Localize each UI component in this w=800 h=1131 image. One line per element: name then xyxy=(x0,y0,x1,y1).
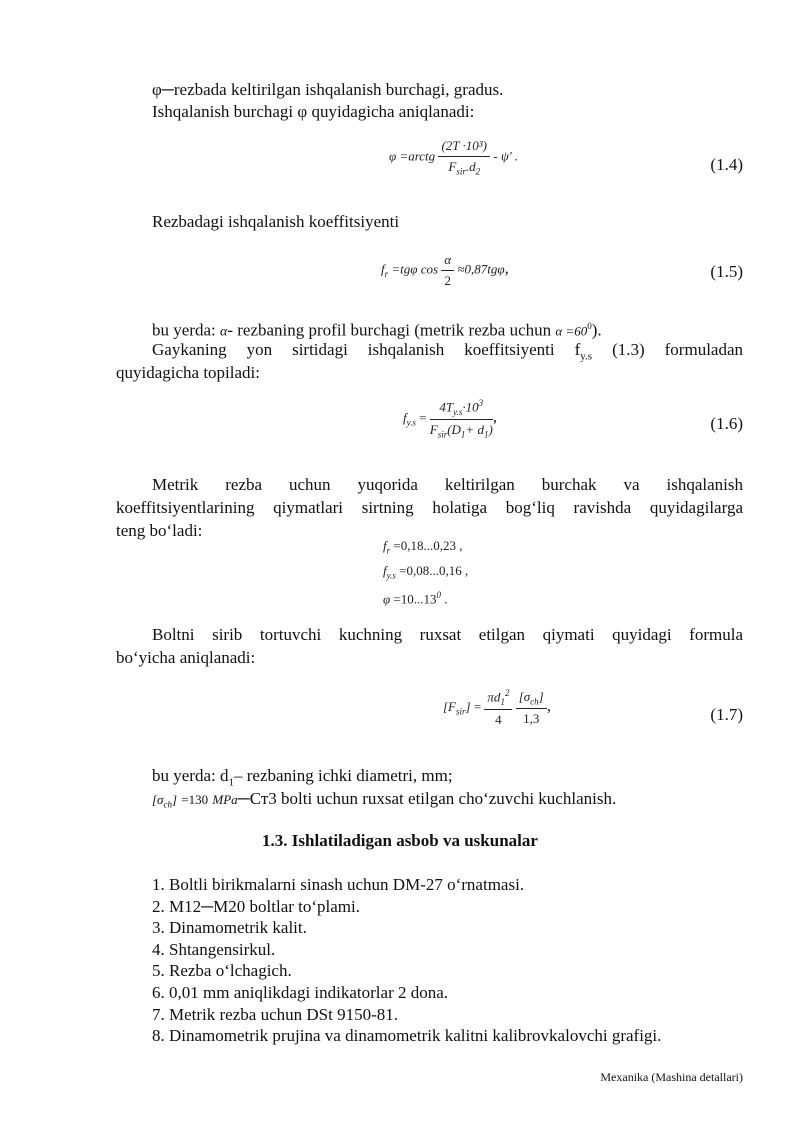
paragraph-allowed-force-l1: Boltni sirib tortuvchi kuchning ruxsat etilgan qiymati quyidagi formula xyxy=(152,625,743,644)
list-item: 3. Dinamometrik kalit. xyxy=(152,918,307,938)
list-item: 5. Rezba o‘lchagich. xyxy=(152,961,292,981)
eq14-lhs: φ =arctg xyxy=(389,148,436,164)
list-item: 2. M12─M20 boltlar to‘plami. xyxy=(152,896,361,916)
paragraph-alpha-definition: bu yerda: α- rezbaning profil burchagi (metrik rezba uchun $\alpha =60^0$). xyxy=(152,320,602,340)
value-fr: $f_r =0,18...0,23$ , xyxy=(383,538,463,556)
paragraph-phi-definition: φ─rezbada keltirilgan ishqalanish burchagi, gradus. xyxy=(152,80,504,99)
equation-1-6: $f_{y.s}$ = $\frac{4T_{y.s}\cdot 10^3}{F_{sir}(D_1+ d_1)}$ , xyxy=(403,398,498,440)
eq15-fraction: $\frac{\alpha}{2}$ xyxy=(441,252,454,289)
paragraph-nut-friction-l1: Gaykaning yon sirtidagi ishqalanish koeffitsiyenti $f_{y.s}$ (1.3) formuladan xyxy=(152,340,744,363)
equation-number-1-6: (1.6) xyxy=(710,414,743,433)
eq14-tail: - ψ' . xyxy=(493,148,519,164)
paragraph-sigma-definition: $[\sigma_{ch}] =130$ MPa─Ст3 bolti uchun ruxsat etilgan cho‘zuvchi kuchlanish. xyxy=(152,789,617,810)
paragraph-metric-thread-l2: koeffitsiyentlarining qiymatlari sirtning holatiga bog‘liq ravishda quyidagilarga xyxy=(116,498,743,517)
eq14-numerator: (2T ·10³) xyxy=(438,138,490,157)
equipment-list xyxy=(152,874,752,1047)
paragraph-allowed-force-l2: bo‘yicha aniqlanadi: xyxy=(116,648,256,667)
list-item: 4. Shtangensirkul. xyxy=(152,939,276,959)
value-fys: $f_{y.s} =0,08...0,16$ , xyxy=(383,562,469,581)
value-phi: $\varphi =10...13^0$ . xyxy=(383,590,448,607)
list-item: 8. Dinamometrik prujina va dinamometrik kalitni kalibrovkalovchi grafigi. xyxy=(152,1026,662,1046)
equation-1-7: $[F_{sir}]$ = $\frac{\pi d_1^2}{4}$ $\frac{[\sigma_{ch}]}{1,3}$ , xyxy=(443,688,551,727)
eq17-fraction-b: $\frac{[\sigma_{ch}]}{1,3}$ xyxy=(516,689,547,728)
eq17-fraction-a: $\frac{\pi d_1^2}{4}$ xyxy=(484,688,512,728)
eq14-denominator: $F_{sir}.d_2$ xyxy=(448,159,481,177)
page-footer: Mexanika (Mashina detallari) xyxy=(600,1070,743,1084)
paragraph-thread-friction: Rezbadagi ishqalanish koeffitsiyenti xyxy=(152,212,400,231)
equation-1-5: $f_r =tg\varphi$ cos $\frac{\alpha}{2}$ ≈0,87tgφ, xyxy=(381,252,509,288)
eq14-fraction xyxy=(438,138,490,177)
paragraph-d1-definition: bu yerda: $d_1-$ rezbaning ichki diametri, mm; xyxy=(152,766,453,789)
equation-number-1-5: (1.5) xyxy=(710,262,743,281)
values-block xyxy=(383,536,468,610)
equation-number-1-4: (1.4) xyxy=(710,155,743,174)
list-item: 1. Boltli birikmalarni sinash uchun DM-27 o‘rnatmasi. xyxy=(152,875,525,894)
equation-number-1-7: (1.7) xyxy=(710,705,743,724)
paragraph-friction-angle-intro: Ishqalanish burchagi φ quyidagicha aniqlanadi: xyxy=(152,102,475,121)
list-item: 6. 0,01 mm aniqlikdagi indikatorlar 2 dona. xyxy=(152,982,449,1002)
eq16-fraction: $\frac{4T_{y.s}\cdot 10^3}{F_{sir}(D_1+ d_1)}$ xyxy=(429,398,493,440)
list-item: 7. Metrik rezba uchun DSt 9150-81. xyxy=(152,1004,398,1024)
paragraph-metric-thread-l1: Metrik rezba uchun yuqorida keltirilgan burchak va ishqalanish xyxy=(152,475,743,494)
section-heading: 1.3. Ishlatiladigan asbob va uskunalar xyxy=(262,831,538,850)
paragraph-metric-thread-l3: teng bo‘ladi: xyxy=(116,521,203,540)
equation-1-4 xyxy=(389,138,518,177)
paragraph-nut-friction-l2: quyidagicha topiladi: xyxy=(116,363,260,382)
